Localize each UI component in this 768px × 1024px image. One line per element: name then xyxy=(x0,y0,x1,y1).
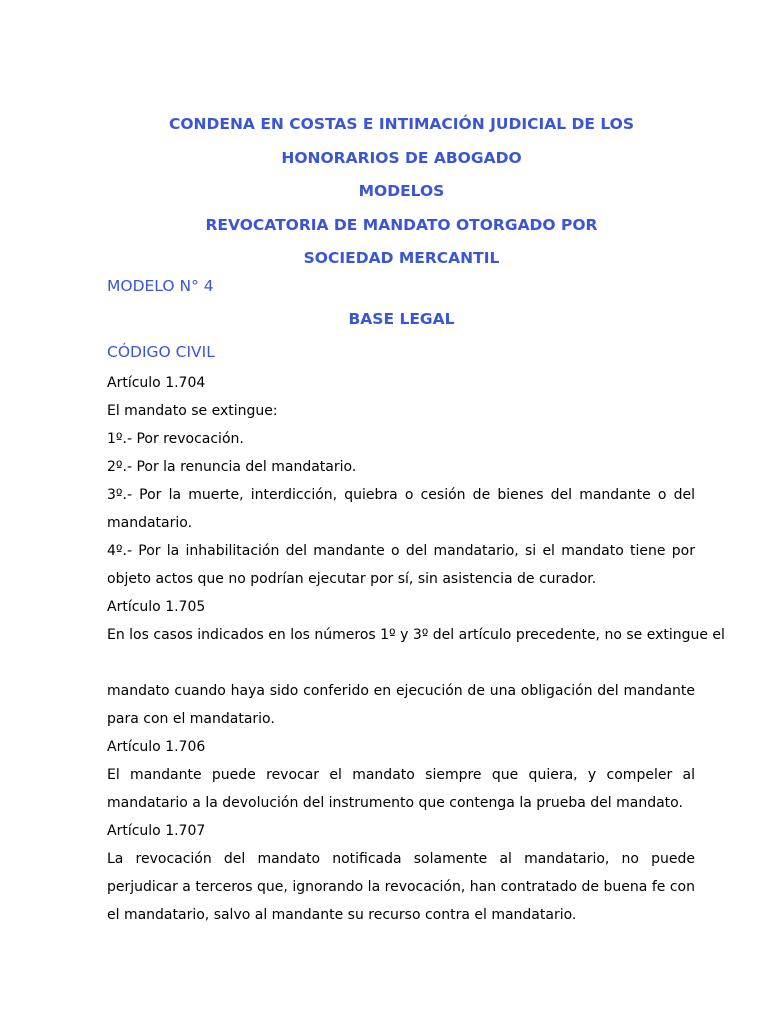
title-line-2: HONORARIOS DE ABOGADO xyxy=(281,148,522,167)
title-line-4: REVOCATORIA DE MANDATO OTORGADO POR xyxy=(205,215,598,234)
article-1705-heading: Artículo 1.705 xyxy=(107,599,206,615)
body-section-1 xyxy=(107,369,725,649)
article-1704-intro: El mandato se extingue: xyxy=(107,403,278,419)
article-1704-item-1: 1º.- Por revocación. xyxy=(107,431,244,447)
title-line-3: MODELOS xyxy=(358,182,445,200)
article-1705-text-part-1: En los casos indicados en los números 1º y 3º del artículo precedente, no se extingue el xyxy=(107,627,725,643)
article-1707-heading: Artículo 1.707 xyxy=(107,823,206,839)
article-1706-text: El mandante puede revocar el mandato siempre que quiera, y compeler al mandatario a la devolución del instrumento que contenga la prueba del mandato. xyxy=(107,767,695,811)
base-legal-heading: BASE LEGAL xyxy=(348,310,455,328)
article-1704-heading: Artículo 1.704 xyxy=(107,375,206,391)
modelo-number: MODELO N° 4 xyxy=(107,277,214,295)
title-line-1: CONDENA EN COSTAS E INTIMACIÓN JUDICIAL DE LOS xyxy=(168,115,635,133)
article-1704-item-4: 4º.- Por la inhabilitación del mandante o del mandatario, si el mandato tiene por objeto actos que no podrían ejecutar por sí, sin asistencia de curador. xyxy=(107,543,695,587)
article-1706-heading: Artículo 1.706 xyxy=(107,739,206,755)
title-line-5: SOCIEDAD MERCANTIL xyxy=(303,249,500,267)
body-section-2 xyxy=(107,677,695,929)
article-1704-item-3: 3º.- Por la muerte, interdicción, quiebra o cesión de bienes del mandante o del mandatario. xyxy=(107,487,695,531)
document-title xyxy=(0,108,768,276)
article-1704-item-2: 2º.- Por la renuncia del mandatario. xyxy=(107,459,357,475)
codigo-civil-heading: CÓDIGO CIVIL xyxy=(107,343,215,361)
article-1705-text-part-2: mandato cuando haya sido conferido en ejecución de una obligación del mandante para con el mandatario. xyxy=(107,683,695,727)
article-1707-text: La revocación del mandato notificada solamente al mandatario, no puede perjudicar a terceros que, ignorando la revocación, han contratado de buena fe con el mandatario, salvo al mandante su recurso contra el mandatario. xyxy=(107,851,695,923)
